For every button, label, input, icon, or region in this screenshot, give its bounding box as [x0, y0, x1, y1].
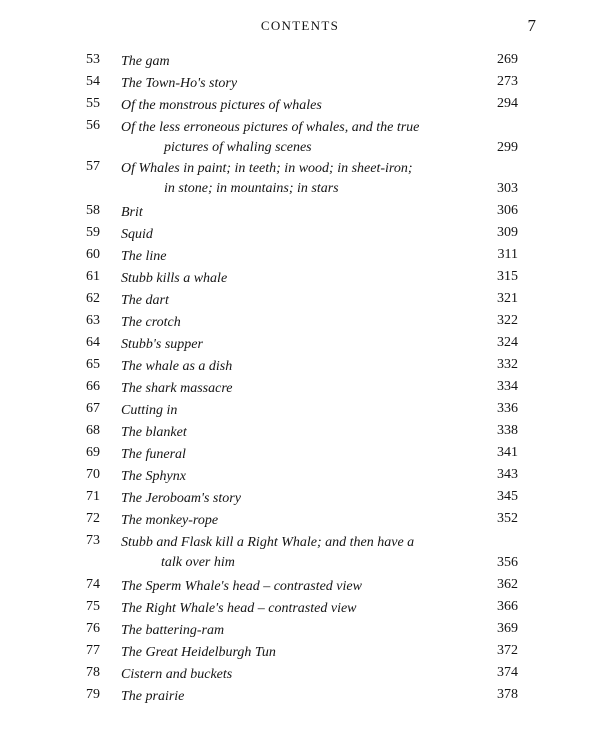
chapter-title — [121, 313, 451, 333]
chapter-title — [121, 533, 451, 573]
page-ref: 315 — [497, 269, 518, 284]
page-ref: 345 — [497, 489, 518, 504]
chapter-number: 65 — [86, 357, 100, 372]
page-ref: 299 — [497, 140, 518, 155]
chapter-title — [121, 511, 451, 531]
chapter-title-text: The Right Whale's head – contrasted view — [121, 601, 357, 616]
page-ref: 321 — [497, 291, 518, 306]
page-ref: 332 — [497, 357, 518, 372]
chapter-title-continuation: pictures of whaling scenes — [164, 140, 312, 155]
page-header — [0, 18, 600, 42]
toc-entry — [0, 116, 600, 157]
page-ref: 338 — [497, 423, 518, 438]
toc-entry — [0, 487, 600, 509]
chapter-title-text: Stubb's supper — [121, 337, 203, 352]
chapter-number: 68 — [86, 423, 100, 438]
chapter-title-text: Stubb and Flask kill a Right Whale; and then have a — [121, 535, 415, 550]
chapter-title-continuation: in stone; in mountains; in stars — [164, 181, 339, 196]
chapter-title — [121, 665, 451, 685]
page-number: 7 — [527, 16, 536, 35]
toc-entry — [0, 157, 600, 201]
chapter-title-text: The battering-ram — [121, 623, 225, 638]
toc-entry — [0, 289, 600, 311]
chapter-title-text: Brit — [121, 205, 143, 220]
toc-entry — [0, 641, 600, 663]
toc-entry — [0, 685, 600, 707]
toc-entry — [0, 399, 600, 421]
chapter-number: 79 — [86, 687, 100, 702]
chapter-number: 69 — [86, 445, 100, 460]
chapter-number: 60 — [86, 247, 100, 262]
chapter-number: 71 — [86, 489, 100, 504]
chapter-title-text: Cutting in — [121, 403, 178, 418]
toc-entry — [0, 267, 600, 289]
table-of-contents — [0, 50, 600, 707]
chapter-number: 74 — [86, 577, 100, 592]
chapter-title — [121, 467, 451, 487]
chapter-title — [121, 118, 451, 158]
chapter-number: 78 — [86, 665, 100, 680]
chapter-number: 63 — [86, 313, 100, 328]
chapter-number: 55 — [86, 96, 100, 111]
chapter-title — [121, 401, 451, 421]
chapter-title-text: Of the monstrous pictures of whales — [121, 98, 322, 113]
chapter-title-text: The whale as a dish — [121, 359, 233, 374]
chapter-title — [121, 599, 451, 619]
chapter-number: 70 — [86, 467, 100, 482]
page-ref: 369 — [497, 621, 518, 636]
chapter-title-text: The funeral — [121, 447, 186, 462]
chapter-title-text: The prairie — [121, 689, 185, 704]
toc-entry — [0, 94, 600, 116]
chapter-title-text: The monkey-rope — [121, 513, 219, 528]
chapter-title — [121, 687, 451, 707]
chapter-title-text: The dart — [121, 293, 169, 308]
chapter-title — [121, 225, 451, 245]
page-ref: 306 — [497, 203, 518, 218]
page-ref: 269 — [497, 52, 518, 67]
chapter-title — [121, 335, 451, 355]
chapter-title — [121, 52, 451, 72]
chapter-title — [121, 577, 451, 597]
chapter-title — [121, 423, 451, 443]
chapter-number: 75 — [86, 599, 100, 614]
toc-entry — [0, 201, 600, 223]
chapter-number: 73 — [86, 533, 100, 548]
chapter-title — [121, 379, 451, 399]
page-ref: 311 — [497, 247, 518, 262]
chapter-title — [121, 489, 451, 509]
chapter-title-text: The blanket — [121, 425, 187, 440]
page-ref: 362 — [497, 577, 518, 592]
page-ref: 322 — [497, 313, 518, 328]
chapter-title-text: The gam — [121, 54, 170, 69]
toc-entry — [0, 377, 600, 399]
chapter-number: 77 — [86, 643, 100, 658]
chapter-number: 76 — [86, 621, 100, 636]
chapter-title — [121, 445, 451, 465]
toc-entry — [0, 421, 600, 443]
toc-entry — [0, 509, 600, 531]
toc-entry — [0, 575, 600, 597]
page-ref: 341 — [497, 445, 518, 460]
chapter-number: 62 — [86, 291, 100, 306]
chapter-title-text: The Town-Ho's story — [121, 76, 238, 91]
toc-entry — [0, 333, 600, 355]
toc-entry — [0, 355, 600, 377]
chapter-title — [121, 203, 451, 223]
page-ref: 336 — [497, 401, 518, 416]
page-ref: 334 — [497, 379, 518, 394]
chapter-number: 57 — [86, 159, 100, 174]
toc-entry — [0, 443, 600, 465]
chapter-title-text: Cistern and buckets — [121, 667, 233, 682]
chapter-title — [121, 74, 451, 94]
chapter-number: 58 — [86, 203, 100, 218]
chapter-number: 56 — [86, 118, 100, 133]
chapter-title-text: Stubb kills a whale — [121, 271, 228, 286]
chapter-number: 67 — [86, 401, 100, 416]
chapter-title-text: The crotch — [121, 315, 181, 330]
page-ref: 303 — [497, 181, 518, 196]
toc-entry — [0, 663, 600, 685]
chapter-title — [121, 269, 451, 289]
chapter-title-text: Of Whales in paint; in teeth; in wood; in sheet-iron; — [121, 161, 413, 176]
chapter-title — [121, 247, 451, 267]
chapter-number: 59 — [86, 225, 100, 240]
chapter-title-text: The Sperm Whale's head – contrasted view — [121, 579, 362, 594]
page-ref: 309 — [497, 225, 518, 240]
chapter-title-text: The Great Heidelburgh Tun — [121, 645, 276, 660]
page-ref: 356 — [497, 555, 518, 570]
chapter-title — [121, 159, 451, 199]
toc-entry — [0, 72, 600, 94]
page-ref: 372 — [497, 643, 518, 658]
page-title: CONTENTS — [260, 18, 340, 33]
chapter-number: 66 — [86, 379, 100, 394]
page-ref: 294 — [497, 96, 518, 111]
chapter-title-text: The line — [121, 249, 167, 264]
chapter-title — [121, 643, 451, 663]
toc-entry — [0, 619, 600, 641]
page-ref: 378 — [497, 687, 518, 702]
toc-entry — [0, 597, 600, 619]
toc-entry — [0, 465, 600, 487]
chapter-title-text: The Jeroboam's story — [121, 491, 241, 506]
chapter-number: 61 — [86, 269, 100, 284]
chapter-title — [121, 96, 451, 116]
chapter-title — [121, 357, 451, 377]
chapter-title-text: Of the less erroneous pictures of whales, and the true — [121, 120, 420, 135]
page-ref: 352 — [497, 511, 518, 526]
chapter-title-text: Squid — [121, 227, 153, 242]
page-ref: 366 — [497, 599, 518, 614]
chapter-title-text: The shark massacre — [121, 381, 233, 396]
page-ref: 273 — [497, 74, 518, 89]
chapter-title-text: The Sphynx — [121, 469, 186, 484]
toc-entry — [0, 531, 600, 575]
page-ref: 324 — [497, 335, 518, 350]
chapter-number: 54 — [86, 74, 100, 89]
toc-entry — [0, 245, 600, 267]
page-ref: 343 — [497, 467, 518, 482]
chapter-title — [121, 291, 451, 311]
toc-entry — [0, 50, 600, 72]
chapter-number: 72 — [86, 511, 100, 526]
toc-entry — [0, 223, 600, 245]
chapter-title — [121, 621, 451, 641]
chapter-title-continuation: talk over him — [161, 555, 235, 570]
chapter-number: 53 — [86, 52, 100, 67]
chapter-number: 64 — [86, 335, 100, 350]
toc-entry — [0, 311, 600, 333]
page-ref: 374 — [497, 665, 518, 680]
